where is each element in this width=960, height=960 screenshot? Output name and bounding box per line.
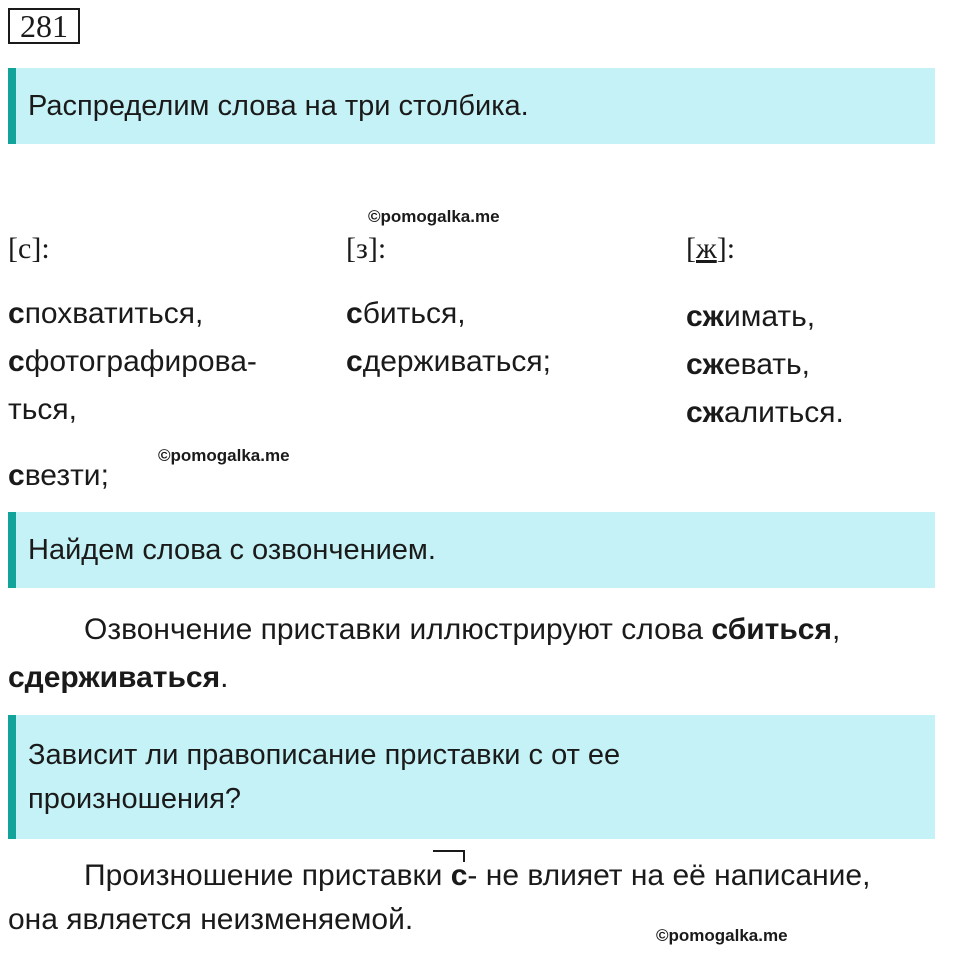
column-words-s-last bbox=[8, 452, 109, 500]
sound-letter: ж bbox=[696, 232, 717, 265]
paragraph-answer-line2: она является неизменяемой. bbox=[8, 903, 414, 936]
bracket-open: [ bbox=[346, 232, 356, 265]
bracket-open: [ bbox=[8, 232, 18, 265]
column-words-s bbox=[8, 290, 257, 434]
banner-question-line1: Зависит ли правописание приставки с от ее bbox=[28, 739, 621, 771]
word-item: спохватиться, bbox=[8, 297, 204, 330]
column-header-zh bbox=[686, 232, 735, 266]
banner-question-line2: произношения? bbox=[28, 783, 242, 815]
watermark: ©pomogalka.me bbox=[368, 207, 500, 226]
word-item: сфотографирова- bbox=[8, 345, 257, 378]
paragraph-voicing-line2: сдерживаться. bbox=[8, 661, 229, 694]
watermark: ©pomogalka.me bbox=[158, 446, 290, 465]
word-item: сжевать, bbox=[686, 348, 810, 381]
banner-voicing bbox=[8, 512, 935, 588]
watermark: ©pomogalka.me bbox=[656, 926, 788, 945]
column-words-z bbox=[346, 290, 551, 386]
paragraph-voicing-line1: Озвончение приставки иллюстрируют слова сбиться, bbox=[84, 613, 841, 646]
banner-distribute bbox=[8, 68, 935, 144]
bracket-close: ]: bbox=[31, 232, 50, 265]
word-item: сжалиться. bbox=[686, 396, 844, 429]
column-header-s bbox=[8, 232, 50, 266]
word-item: свезти; bbox=[8, 459, 109, 492]
paragraph-answer-line1: Произношение приставки с- не влияет на её написание, bbox=[84, 852, 870, 900]
banner-voicing-text: Найдем слова с озвончением. bbox=[28, 534, 436, 566]
sound-letter: з bbox=[356, 232, 368, 265]
column-words-zh bbox=[686, 293, 844, 437]
banner-question bbox=[8, 715, 935, 839]
task-number: 281 bbox=[8, 8, 80, 44]
bracket-close: ]: bbox=[716, 232, 736, 265]
column-header-z bbox=[346, 232, 386, 266]
sound-letter: с bbox=[18, 232, 32, 265]
word-item: сдерживаться; bbox=[346, 345, 551, 378]
word-item: сбиться, bbox=[346, 297, 466, 330]
prefix-letter: с bbox=[451, 852, 468, 900]
bracket-open: [ bbox=[686, 232, 696, 265]
bracket-close: ]: bbox=[367, 232, 387, 265]
word-item: ться, bbox=[8, 393, 77, 426]
word-item: сжимать, bbox=[686, 300, 816, 333]
banner-distribute-text: Распределим слова на три столбика. bbox=[28, 90, 529, 122]
